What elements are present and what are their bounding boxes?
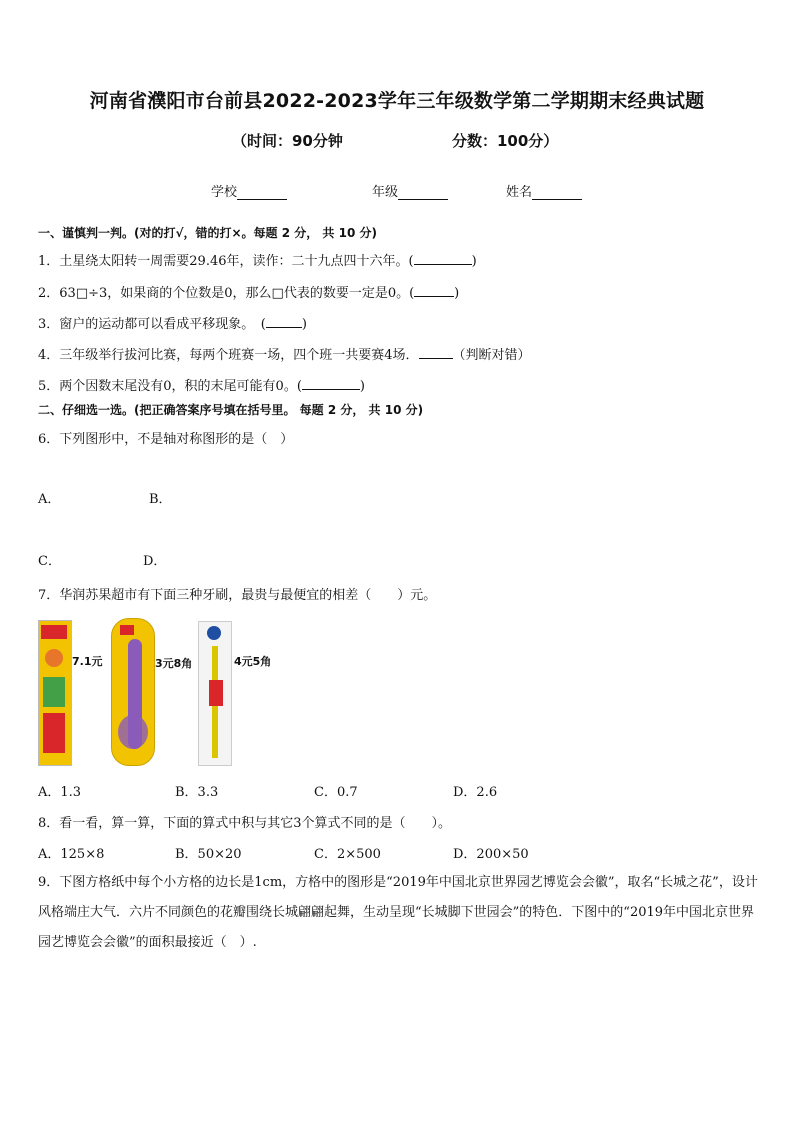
answer-blank-5[interactable]	[302, 377, 360, 390]
answer-blank-2[interactable]	[414, 284, 454, 297]
name-blank[interactable]	[532, 185, 582, 200]
exam-score: 分数：100分）	[452, 132, 559, 150]
school-field[interactable]	[211, 181, 287, 200]
section-2-heading: 二、仔细选一选。(把正确答案序号填在括号里。 每题 2 分， 共 10 分)	[38, 403, 424, 417]
q8-option-d[interactable]: D．200×50	[453, 847, 529, 862]
question-1: 1．土星绕太阳转一周需要29.46年，读作：二十九点四十六年。( )	[38, 254, 477, 269]
question-3: 3．窗户的运动都可以看成平移现象。 ( )	[38, 317, 307, 332]
price-label-1: 7.1元	[72, 655, 103, 668]
question-2: 2．63□÷3，如果商的个位数是0，那么□代表的数要一定是0。( )	[38, 286, 460, 301]
toothbrush-package-3	[198, 621, 232, 766]
q7-option-b[interactable]: B．3.3	[175, 785, 219, 800]
question-5: 5．两个因数末尾没有0，积的末尾可能有0。( )	[38, 379, 365, 394]
school-blank[interactable]	[237, 185, 287, 200]
school-label: 学校	[211, 185, 238, 200]
grade-blank[interactable]	[398, 185, 448, 200]
cartoon-face-icon	[45, 649, 63, 667]
price-label-3: 4元5角	[234, 655, 272, 668]
q6-option-c[interactable]: C．	[38, 554, 61, 569]
q8-option-b[interactable]: B．50×20	[175, 847, 242, 862]
exam-title: 河南省濮阳市台前县2022-2023学年三年级数学第二学期期末经典试题	[89, 90, 705, 112]
q6-option-d[interactable]: D．	[143, 554, 167, 569]
price-label-2: 3元8角	[155, 657, 193, 670]
q8-option-a[interactable]: A．125×8	[38, 847, 105, 862]
cartoon-icon	[118, 715, 148, 749]
q6-option-a[interactable]: A．	[38, 492, 61, 507]
package-logo-band	[120, 625, 134, 635]
question-8: 8．看一看，算一算，下面的算式中积与其它3个算式不同的是（ ）。	[38, 816, 452, 831]
answer-blank-1[interactable]	[414, 252, 472, 265]
package-panel	[43, 677, 65, 707]
q6-option-b[interactable]: B．	[149, 492, 172, 507]
package-panel	[43, 713, 65, 753]
question-6: 6．下列图形中，不是轴对称图形的是（ ）	[38, 432, 294, 447]
package-label	[209, 680, 223, 706]
name-label: 姓名	[506, 185, 533, 200]
grade-field[interactable]	[372, 181, 448, 200]
answer-blank-3[interactable]	[266, 315, 302, 328]
toothbrush-package-2	[111, 618, 155, 766]
package-logo-band	[41, 625, 67, 639]
q7-option-a[interactable]: A．1.3	[38, 785, 82, 800]
grade-label: 年级	[372, 185, 399, 200]
brand-logo-icon	[207, 626, 221, 640]
q7-option-c[interactable]: C．0.7	[314, 785, 358, 800]
section-1-heading: 一、谨慎判一判。(对的打√，错的打×。每题 2 分， 共 10 分)	[38, 226, 377, 240]
toothbrush-package-1	[38, 620, 72, 766]
question-4: 4．三年级举行拔河比赛，每两个班赛一场，四个班一共要赛4场． （判断对错）	[38, 348, 531, 363]
q8-option-c[interactable]: C．2×500	[314, 847, 381, 862]
question-9: 9．下图方格纸中每个小方格的边长是1cm，方格中的图形是“2019年中国北京世界园艺博览会会徽”，取名“长城之花”，设计风格端庄大气．六片不同颜色的花瓣围绕长城翩翩起舞，生动呈现“长城脚下世园会”的特色．下图中的“2019年中国北京世界园艺博览会会徽”的面积最接近（ ）.	[38, 875, 758, 950]
name-field[interactable]	[506, 181, 582, 200]
answer-blank-4[interactable]	[419, 346, 453, 359]
question-7: 7．华润苏果超市有下面三种牙刷，最贵与最便宜的相差（ ）元。	[38, 588, 437, 603]
q7-option-d[interactable]: D．2.6	[453, 785, 498, 800]
exam-time: （时间：90分钟	[232, 132, 343, 150]
